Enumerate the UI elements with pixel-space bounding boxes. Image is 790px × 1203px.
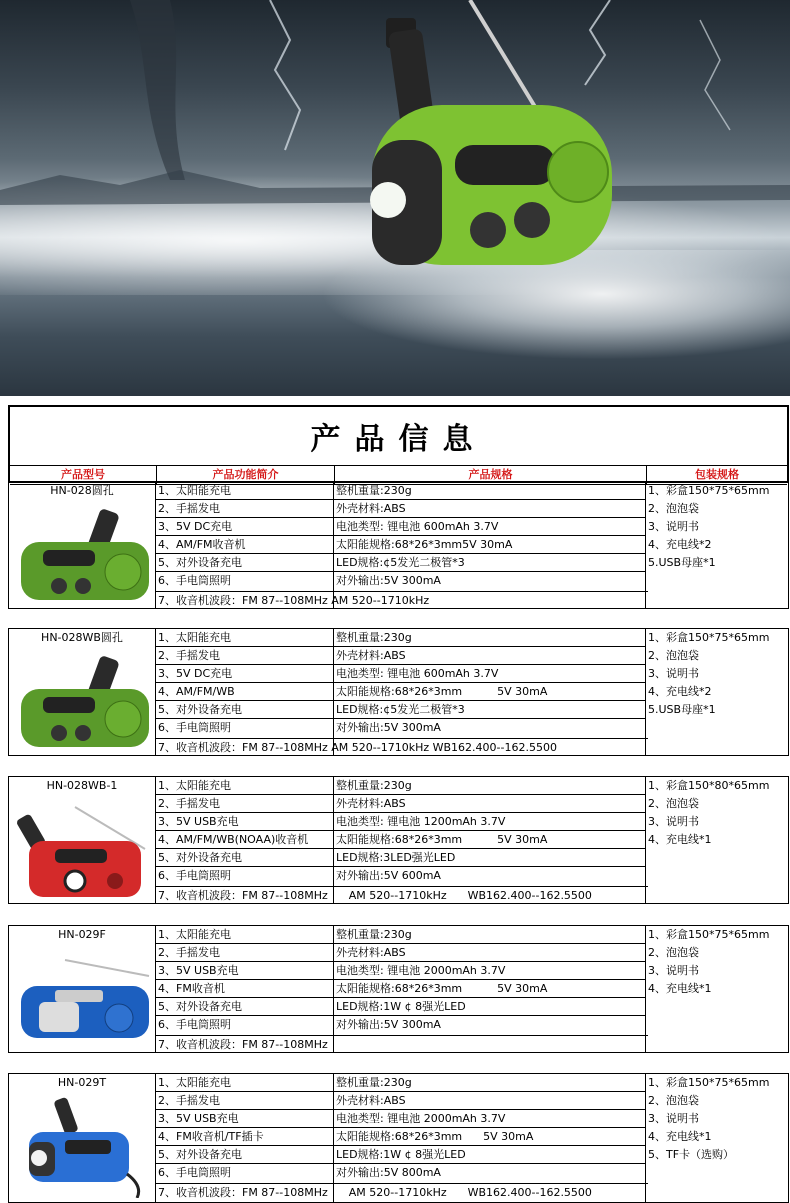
packaging-item: 1、彩盒150*75*65mm [648,484,770,497]
spec-item: 整机重量:230g [334,629,645,647]
product-block [8,628,789,756]
spec-item: 整机重量:230g [334,1074,645,1092]
packaging-item: 3、说明书 [648,667,699,680]
packaging-item: 3、说明书 [648,964,699,977]
spec-item: 外壳材料:ABS [334,647,645,665]
spec-item: 对外输出:5V 300mA [336,1018,441,1031]
product-block [8,481,789,609]
feature-item: 4、AM/FM收音机 [156,536,333,554]
feature-item: 4、AM/FM/WB(NOAA)收音机 [156,831,333,849]
product-block [8,776,789,904]
spec-item: 外壳材料:ABS [334,1092,645,1110]
feature-item: 3、5V USB充电 [156,813,333,831]
feature-item: 5、对外设备充电 [156,998,333,1016]
feature-item: 2、手摇发电 [156,647,333,665]
packaging-item: 2、泡泡袋 [648,1094,699,1107]
feature-item: 2、手摇发电 [156,944,333,962]
packaging-item: 2、泡泡袋 [648,946,699,959]
model-name: HN-029F [58,928,106,941]
product-image [15,946,151,1050]
packaging-item: 1、彩盒150*80*65mm [648,779,770,792]
table-title: 产品信息 [10,407,787,466]
product-info-table-header [8,405,789,483]
feature-item: 1、太阳能充电 [156,1074,333,1092]
radio-band: 7、收音机波段：FM 87--108MHz AM 520--1710kHz WB162.400--162.5500 [156,1183,648,1202]
packaging-item: 4、充电线*1 [648,833,712,846]
spec-item: LED规格:¢5发光二极管*3 [334,701,645,719]
packaging-item: 1、彩盒150*75*65mm [648,631,770,644]
spec-item: 对外输出:5V 800mA [336,1166,441,1179]
spec-item: 整机重量:230g [334,777,645,795]
header-packaging: 包装规格 [695,468,739,481]
feature-item: 5、对外设备充电 [156,849,333,867]
feature-item: 6、手电筒照明 [158,574,231,587]
spec-item: 太阳能规格:68*26*3mm5V 30mA [334,536,645,554]
packaging-item: 2、泡泡袋 [648,649,699,662]
spec-item: 太阳能规格:68*26*3mm 5V 30mA [334,831,645,849]
spec-item: 电池类型: 锂电池 2000mAh 3.7V [334,1110,645,1128]
packaging-item: 3、说明书 [648,815,699,828]
feature-item: 2、手摇发电 [156,795,333,813]
header-model: 产品型号 [10,466,157,484]
radio-band: 7、收音机波段：FM 87--108MHz AM 520--1710kHz [156,591,648,610]
product-image [15,1094,151,1198]
feature-item: 6、手电筒照明 [158,721,231,734]
product-image [15,502,151,606]
spec-item: 整机重量:230g [334,926,645,944]
packaging-item: 5、TF卡（选购） [648,1148,735,1161]
spec-item: LED规格:3LED强光LED [334,849,645,867]
feature-item: 4、FM收音机 [156,980,333,998]
feature-item: 5、对外设备充电 [156,701,333,719]
model-name: HN-028WB圆孔 [41,631,123,644]
feature-item: 2、手摇发电 [156,500,333,518]
packaging-item: 1、彩盒150*75*65mm [648,1076,770,1089]
packaging-item: 4、充电线*2 [648,538,712,551]
packaging-item: 2、泡泡袋 [648,502,699,515]
feature-item: 1、太阳能充电 [156,926,333,944]
model-name: HN-029T [57,1076,107,1089]
packaging-item: 5.USB母座*1 [648,556,716,569]
feature-item: 4、FM收音机/TF插卡 [156,1128,333,1146]
product-block [8,1073,789,1203]
spec-item: LED规格:¢5发光二极管*3 [334,554,645,572]
spec-item: 外壳材料:ABS [334,944,645,962]
packaging-item: 4、充电线*1 [648,982,712,995]
feature-item: 6、手电筒照明 [158,869,231,882]
packaging-item: 3、说明书 [648,520,699,533]
model-name: HN-028圆孔 [50,484,114,497]
radio-band: 7、收音机波段：FM 87--108MHz AM 520--1710kHz WB162.400--162.5500 [156,738,648,757]
feature-item: 1、太阳能充电 [156,777,333,795]
feature-item: 2、手摇发电 [156,1092,333,1110]
feature-item: 4、AM/FM/WB [156,683,333,701]
product-image [15,797,151,901]
spec-item: LED规格:1W ¢ 8强光LED [334,998,645,1016]
header-features: 产品功能简介 [157,466,335,484]
spec-item: 电池类型: 锂电池 2000mAh 3.7V [334,962,645,980]
radio-band: 7、收音机波段：FM 87--108MHz [156,1035,648,1054]
storm-radio-illustration [0,0,790,396]
product-image [15,649,151,753]
feature-item: 1、太阳能充电 [156,629,333,647]
model-name: HN-028WB-1 [46,779,118,792]
feature-item: 5、对外设备充电 [156,554,333,572]
feature-item: 3、5V USB充电 [156,1110,333,1128]
spec-item: 对外输出:5V 600mA [336,869,441,882]
packaging-item: 5.USB母座*1 [648,703,716,716]
spec-item: 太阳能规格:68*26*3mm 5V 30mA [334,1128,645,1146]
spec-item: 对外输出:5V 300mA [336,721,441,734]
spec-item: 外壳材料:ABS [334,795,645,813]
packaging-item: 1、彩盒150*75*65mm [648,928,770,941]
feature-item: 3、5V USB充电 [156,962,333,980]
spec-item: 整机重量:230g [334,482,645,500]
feature-item: 5、对外设备充电 [156,1146,333,1164]
spec-item: 电池类型: 锂电池 1200mAh 3.7V [334,813,645,831]
feature-item: 1、太阳能充电 [156,482,333,500]
spec-item: 电池类型: 锂电池 600mAh 3.7V [334,665,645,683]
feature-item: 3、5V DC充电 [156,518,333,536]
spec-item: 太阳能规格:68*26*3mm 5V 30mA [334,683,645,701]
spec-item: 电池类型: 锂电池 600mAh 3.7V [334,518,645,536]
packaging-item: 4、充电线*2 [648,685,712,698]
packaging-item: 4、充电线*1 [648,1130,712,1143]
packaging-item: 2、泡泡袋 [648,797,699,810]
spec-item: 太阳能规格:68*26*3mm 5V 30mA [334,980,645,998]
spec-item: 对外输出:5V 300mA [336,574,441,587]
hero-banner [0,0,790,396]
spec-item: LED规格:1W ¢ 8强光LED [334,1146,645,1164]
feature-item: 6、手电筒照明 [158,1018,231,1031]
spec-item: 外壳材料:ABS [334,500,645,518]
feature-item: 6、手电筒照明 [158,1166,231,1179]
header-specs: 产品规格 [335,466,647,484]
radio-band: 7、收音机波段：FM 87--108MHz AM 520--1710kHz WB162.400--162.5500 [156,886,648,905]
packaging-item: 3、说明书 [648,1112,699,1125]
product-block [8,925,789,1053]
feature-item: 3、5V DC充电 [156,665,333,683]
